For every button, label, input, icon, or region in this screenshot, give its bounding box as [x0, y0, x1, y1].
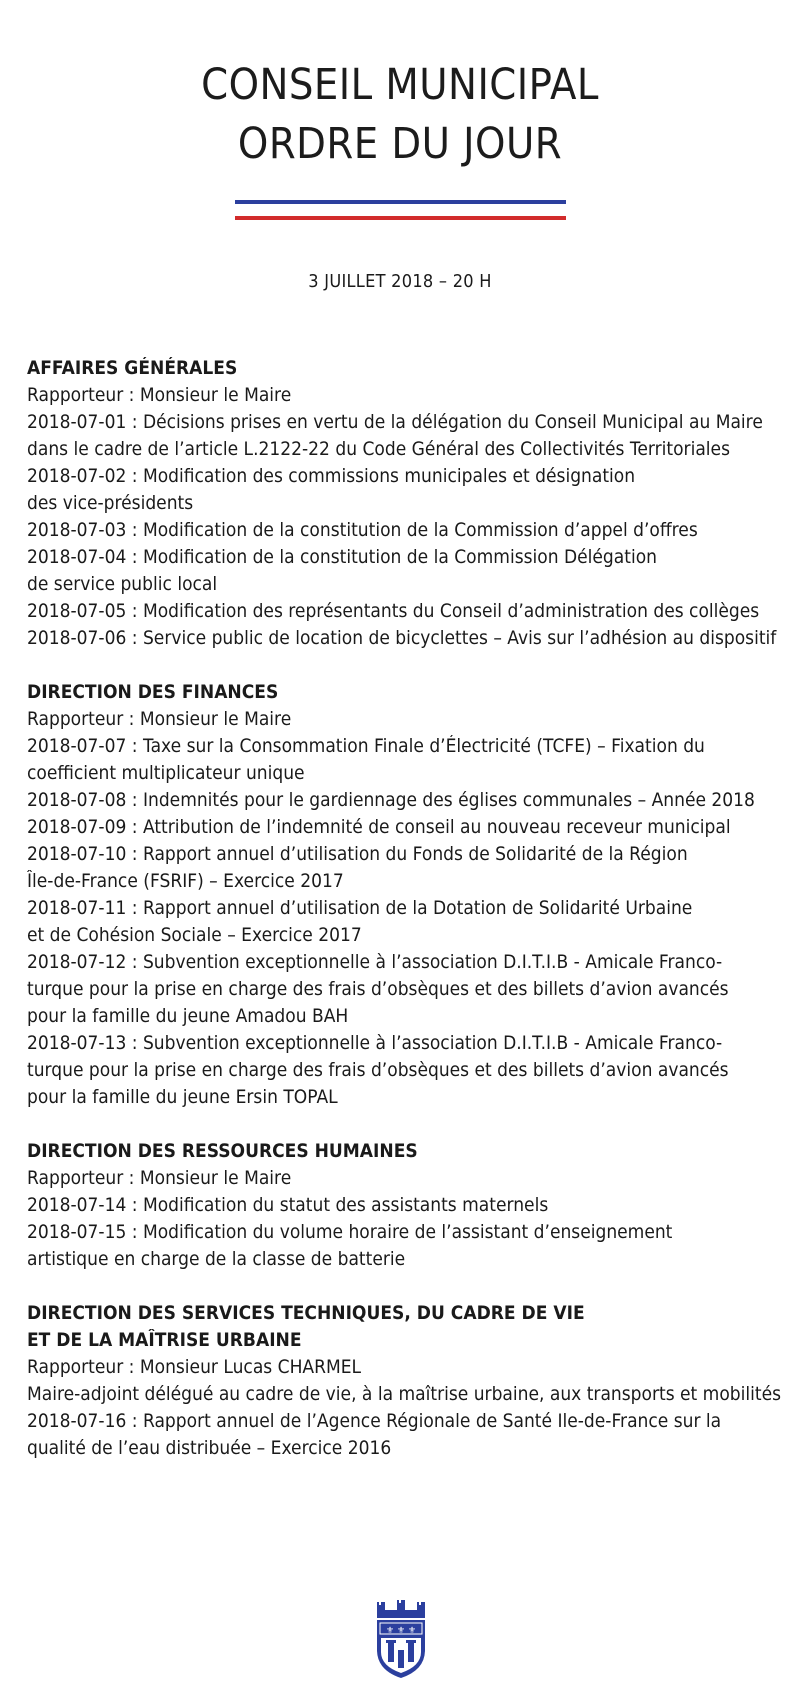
section-heading: DIRECTION DES RESSOURCES HUMAINES — [27, 1141, 418, 1162]
agenda-item-line: 2018-07-13 : Subvention exceptionnelle à l’association D.I.T.I.B - Amicale Franco- — [27, 1033, 723, 1054]
agenda-item-line: 2018-07-09 : Attribution de l’indemnité de conseil au nouveau receveur municipal — [27, 817, 731, 838]
agenda-item-line: 2018-07-10 : Rapport annuel d’utilisation du Fonds de Solidarité de la Région — [27, 844, 688, 865]
flag-rule-blue — [235, 200, 566, 204]
agenda-item-line: 2018-07-05 : Modification des représentants du Conseil d’administration des collèges — [27, 601, 760, 622]
agenda-item-line: 2018-07-03 : Modification de la constitution de la Commission d’appel d’offres — [27, 520, 698, 541]
rapporteur-line: Rapporteur : Monsieur le Maire — [27, 709, 292, 730]
title-line-1: CONSEIL MUNICIPAL — [201, 60, 599, 110]
agenda-item-line: coefficient multiplicateur unique — [27, 763, 305, 784]
agenda-item-line: artistique en charge de la classe de batterie — [27, 1249, 406, 1270]
meeting-date: 3 JUILLET 2018 – 20 H — [308, 271, 492, 292]
agenda-item-line: 2018-07-04 : Modification de la constitution de la Commission Délégation — [27, 547, 658, 568]
agenda-item-line: 2018-07-08 : Indemnités pour le gardiennage des églises communales – Année 2018 — [27, 790, 755, 811]
agenda-section — [27, 1300, 787, 1462]
agenda-item-line: 2018-07-06 : Service public de location de bicyclettes – Avis sur l’adhésion au dispositif — [27, 628, 777, 649]
agenda-item-line: turque pour la prise en charge des frais d’obsèques et des billets d’avion avancés — [27, 1060, 729, 1081]
agenda-item-line: et de Cohésion Sociale – Exercice 2017 — [27, 925, 362, 946]
agenda-item-line: 2018-07-14 : Modification du statut des assistants maternels — [27, 1195, 549, 1216]
section-heading: ET DE LA MAÎTRISE URBAINE — [27, 1330, 302, 1351]
agenda-item-line: de service public local — [27, 574, 218, 595]
agenda-item-line: dans le cadre de l’article L.2122-22 du Code Général des Collectivités Territoriales — [27, 439, 730, 460]
agenda-item-line: qualité de l’eau distribuée – Exercice 2016 — [27, 1438, 392, 1459]
rapporteur-line: Rapporteur : Monsieur le Maire — [27, 385, 292, 406]
section-heading: DIRECTION DES FINANCES — [27, 682, 279, 703]
svg-text:⚜: ⚜ — [408, 1626, 417, 1636]
agenda-item-line: 2018-07-16 : Rapport annuel de l’Agence Régionale de Santé Ile-de-France sur la — [27, 1411, 722, 1432]
agenda — [27, 355, 787, 1489]
agenda-item-line: des vice-présidents — [27, 493, 194, 514]
agenda-item-line: Île-de-France (FSRIF) – Exercice 2017 — [27, 871, 344, 892]
agenda-item-line: pour la famille du jeune Amadou BAH — [27, 1006, 349, 1027]
svg-text:⚜: ⚜ — [386, 1626, 395, 1636]
agenda-item-line: Maire-adjoint délégué au cadre de vie, à la maîtrise urbaine, aux transports et mobilités — [27, 1384, 782, 1405]
rapporteur-line: Rapporteur : Monsieur Lucas CHARMEL — [27, 1357, 362, 1378]
agenda-item-line: turque pour la prise en charge des frais d’obsèques et des billets d’avion avancés — [27, 979, 729, 1000]
agenda-item-line: 2018-07-02 : Modification des commissions municipales et désignation — [27, 466, 636, 487]
page-title — [40, 56, 760, 174]
agenda-item-line: 2018-07-01 : Décisions prises en vertu de la délégation du Conseil Municipal au Maire — [27, 412, 763, 433]
agenda-item-line: 2018-07-15 : Modification du volume horaire de l’assistant d’enseignement — [27, 1222, 673, 1243]
flag-rule-red — [235, 216, 566, 220]
agenda-item-line: 2018-07-07 : Taxe sur la Consommation Finale d’Électricité (TCFE) – Fixation du — [27, 736, 705, 757]
agenda-section — [27, 355, 787, 652]
city-coat-of-arms-icon — [371, 1600, 431, 1680]
agenda-item-line: pour la famille du jeune Ersin TOPAL — [27, 1087, 338, 1108]
agenda-section — [27, 679, 787, 1111]
agenda-section — [27, 1138, 787, 1273]
section-heading: AFFAIRES GÉNÉRALES — [27, 358, 238, 379]
title-line-2: ORDRE DU JOUR — [237, 119, 563, 169]
agenda-item-line: 2018-07-12 : Subvention exceptionnelle à l’association D.I.T.I.B - Amicale Franco- — [27, 952, 723, 973]
svg-text:⚜: ⚜ — [397, 1626, 406, 1636]
rapporteur-line: Rapporteur : Monsieur le Maire — [27, 1168, 292, 1189]
section-heading: DIRECTION DES SERVICES TECHNIQUES, DU CADRE DE VIE — [27, 1303, 585, 1324]
agenda-item-line: 2018-07-11 : Rapport annuel d’utilisation de la Dotation de Solidarité Urbaine — [27, 898, 693, 919]
